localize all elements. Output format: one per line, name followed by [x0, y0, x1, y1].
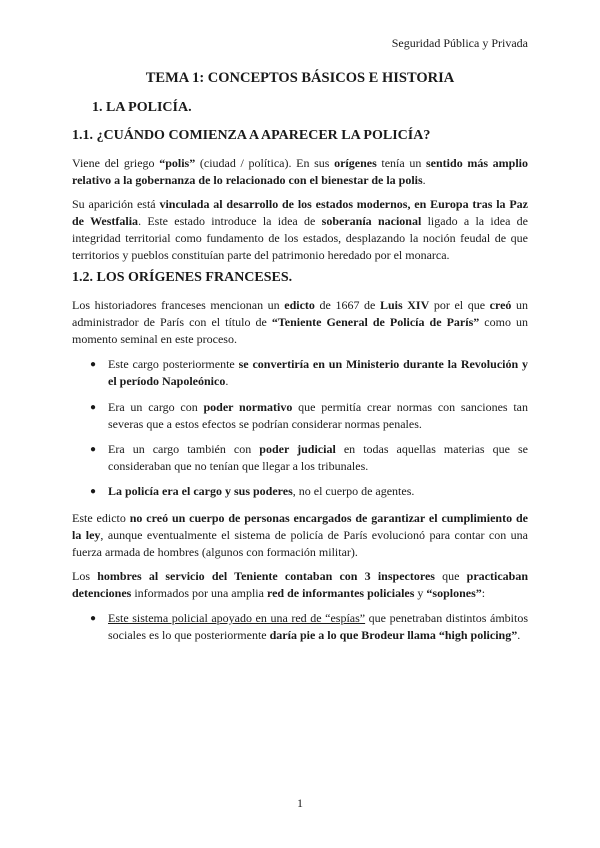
bullet-icon: ●: [90, 486, 97, 497]
paragraph-edict: Este edicto no creó un cuerpo de personas encargados de garantizar el cumplimiento de la ley, aunque eventualmente el sistema de policía de París evolucionó para contar con una fuerza armada de hombres (algunos con formación militar).: [72, 511, 529, 559]
paragraph-origins: Viene del griego “polis” (ciudad / política). En sus orígenes tenía un sentido más amplio relativo a la gobernanza de lo relacionado con el bienestar de la polis.: [72, 156, 528, 187]
bullet-icon: ●: [90, 359, 97, 370]
running-header: Seguridad Pública y Privada: [391, 36, 528, 50]
paragraph-french-origins: Los historiadores franceses mencionan un edicto de 1667 de Luis XIV por el que creó un administrador de París con el título de “Teniente General de Policía de París” como un momento seminal en este proceso.: [72, 298, 529, 346]
list-item: ● Era un cargo también con poder judicial en todas aquellas materias que se consideraban que no tenían que llegar a los tribunales.: [90, 442, 528, 473]
paragraph-emergence: Su aparición está vinculada al desarrollo de los estados modernos, en Europa tras la Paz de Westfalia. Este estado introduce la idea de soberanía nacional ligado a la idea de integridad territorial como fundamento de los estados, desplazando la noción feudal de que territorios y pueblos constituían parte del patrimonio heredado por el monarca.: [72, 197, 529, 262]
bullet-icon: ●: [90, 613, 97, 624]
section-heading-1-1: 1.1. ¿CUÁNDO COMIENZA A APARECER LA POLICÍA?: [72, 128, 431, 143]
list-item: ● La policía era el cargo y sus poderes, no el cuerpo de agentes.: [90, 484, 415, 498]
section-heading-1-2: 1.2. LOS ORÍGENES FRANCESES.: [72, 270, 293, 285]
paragraph-inspectors: Los hombres al servicio del Teniente contaban con 3 inspectores que practicaban detenciones informados por una amplia red de informantes policiales y “soplones”:: [72, 569, 529, 600]
page-number: 1: [297, 796, 303, 810]
page-title: TEMA 1: CONCEPTOS BÁSICOS E HISTORIA: [145, 70, 455, 86]
list-item: ● Era un cargo con poder normativo que permitía crear normas con sanciones tan severas que a estos efectos se podrían considerar normas penales.: [90, 400, 528, 431]
list-item: ● Este sistema policial apoyado en una red de “espías” que penetraban distintos ámbitos sociales es lo que posteriormente daría pie a lo que Brodeur llama “high policing”.: [90, 611, 529, 642]
section-heading-1: 1. LA POLICÍA.: [92, 100, 192, 115]
bullet-icon: ●: [90, 402, 97, 413]
bullet-icon: ●: [90, 444, 97, 455]
list-item: ● Este cargo posteriormente se convertiría en un Ministerio durante la Revolución y el período Napoleónico.: [90, 357, 528, 388]
